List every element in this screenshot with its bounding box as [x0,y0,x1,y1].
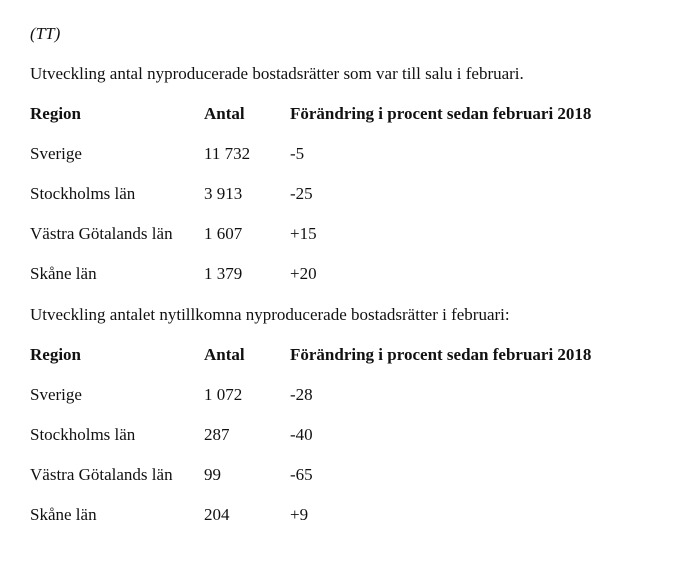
region-cell: Skåne län [30,505,97,524]
section2-intro: Utveckling antalet nytillkomna nyproducerade bostadsrätter i februari: [30,305,510,324]
region-cell: Sverige [30,144,82,163]
change-cell: +20 [290,264,317,283]
count-cell: 1 379 [204,264,243,283]
change-cell: -25 [290,184,313,203]
region-cell: Stockholms län [30,184,136,203]
column-header-region: Region [30,104,81,123]
region-cell: Västra Götalands län [30,465,173,484]
change-cell: +9 [290,505,309,524]
change-cell: -65 [290,465,313,484]
count-cell: 11 732 [204,144,251,163]
section1-intro: Utveckling antal nyproducerade bostadsrätter som var till salu i februari. [30,64,524,83]
region-cell: Stockholms län [30,425,136,444]
region-cell: Sverige [30,385,82,404]
count-cell: 1 072 [204,385,243,404]
column-header-antal: Antal [204,345,245,364]
region-cell: Skåne län [30,264,97,283]
change-cell: -28 [290,385,313,404]
count-cell: 99 [204,465,221,484]
count-cell: 204 [204,505,230,524]
column-header-region: Region [30,345,81,364]
count-cell: 287 [204,425,230,444]
change-cell: -40 [290,425,313,444]
count-cell: 1 607 [204,224,243,243]
change-cell: -5 [290,144,305,163]
column-header-antal: Antal [204,104,245,123]
count-cell: 3 913 [204,184,243,203]
change-cell: +15 [290,224,317,243]
column-header-change: Förändring i procent sedan februari 2018 [290,104,592,123]
region-cell: Västra Götalands län [30,224,173,243]
column-header-change: Förändring i procent sedan februari 2018 [290,345,592,364]
source-label: (TT) [30,24,61,43]
